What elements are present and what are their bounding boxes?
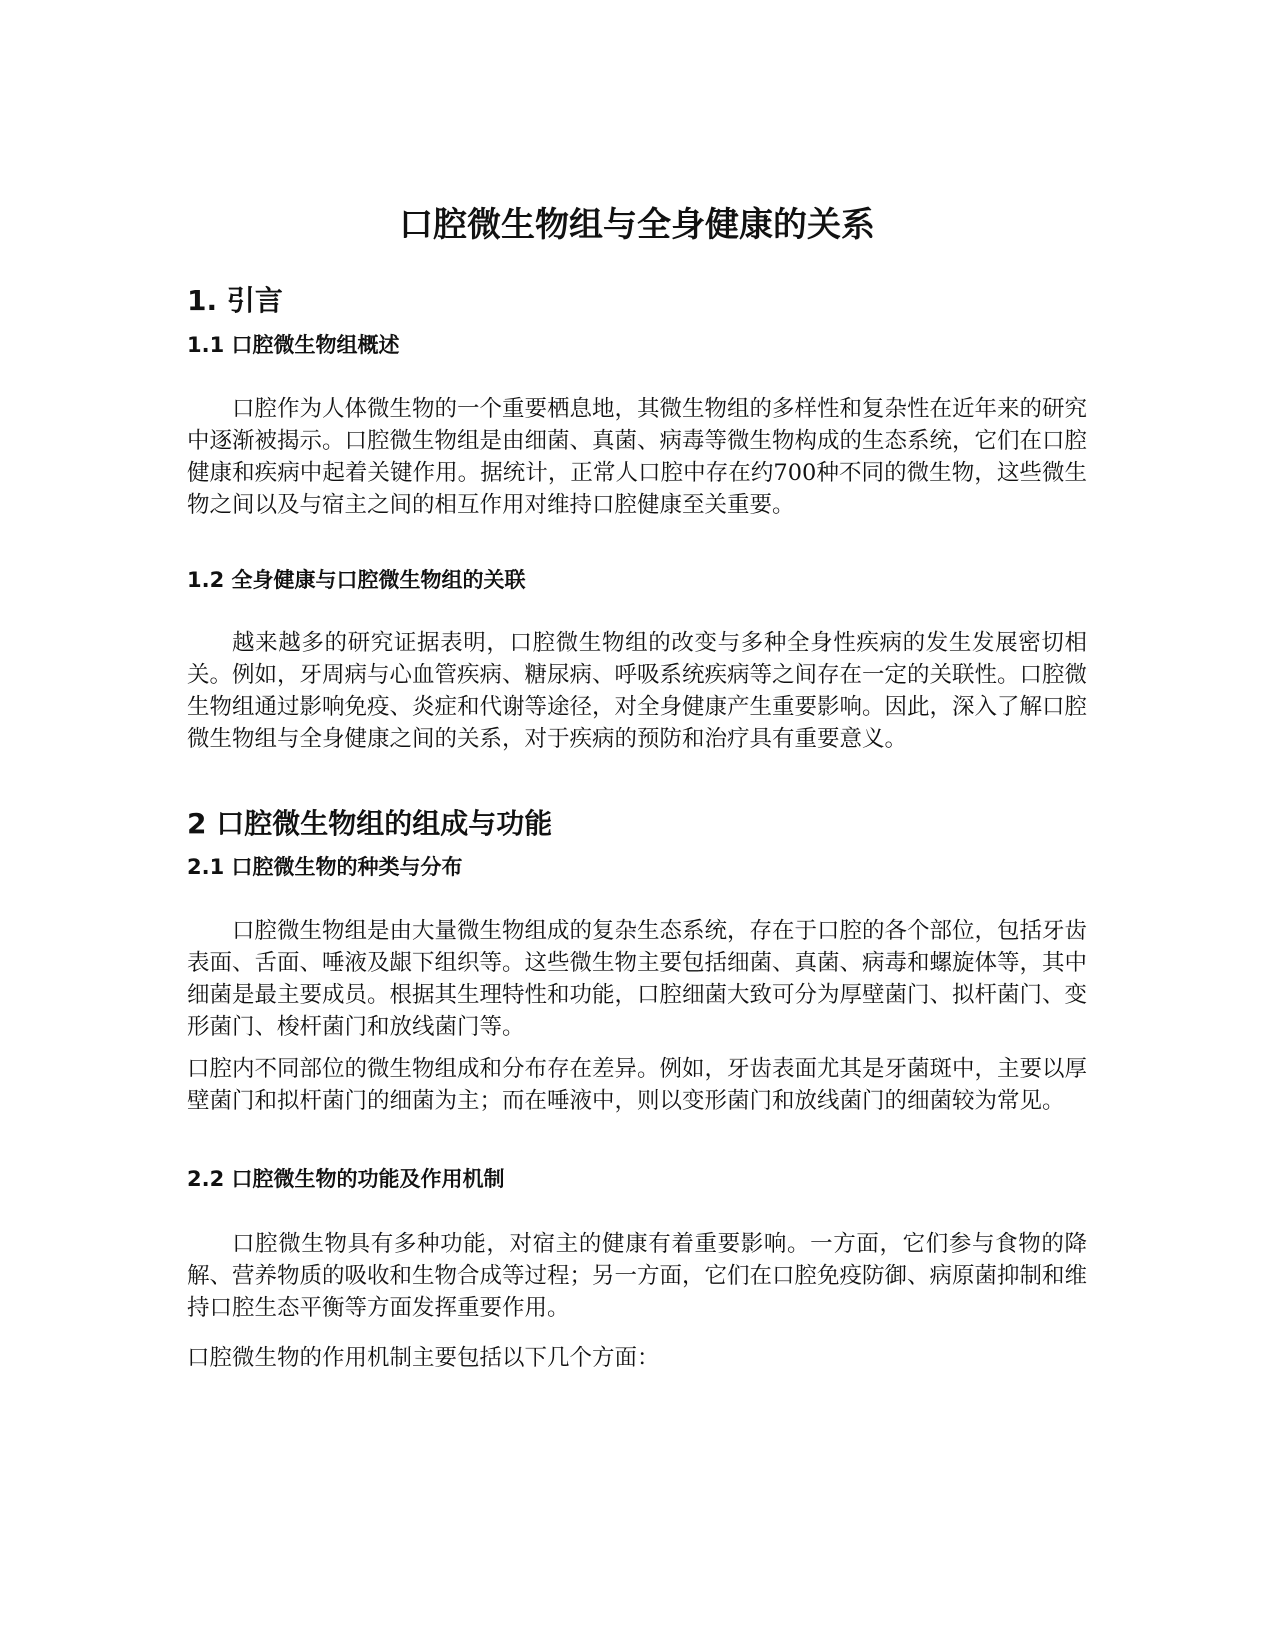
subsection-heading-2-1: 2.1 口腔微生物的种类与分布 [187, 855, 463, 879]
paragraph-2-1-1: 口腔微生物组是由大量微生物组成的复杂生态系统，存在于口腔的各个部位，包括牙齿表面、舌面、唾液及龈下组织等。这些微生物主要包括细菌、真菌、病毒和螺旋体等，其中细菌是最主要成员。根据其生理特性和功能，口腔细菌大致可分为厚壁菌门、拟杆菌门、变形菌门、梭杆菌门和放线菌门等。 [187, 918, 1088, 1040]
paragraph-2-1-2: 口腔内不同部位的微生物组成和分布存在差异。例如，牙齿表面尤其是牙菌斑中，主要以厚壁菌门和拟杆菌门的细菌为主；而在唾液中，则以变形菌门和放线菌门的细菌较为常见。 [187, 1056, 1088, 1114]
section-heading-2: 2 口腔微生物组的组成与功能 [187, 807, 553, 840]
paragraph-2-2-1: 口腔微生物具有多种功能，对宿主的健康有着重要影响。一方面，它们参与食物的降解、营养物质的吸收和生物合成等过程；另一方面，它们在口腔免疫防御、病原菌抑制和维持口腔生态平衡等方面发挥重要作用。 [187, 1231, 1088, 1321]
paragraph-1-1-1: 口腔作为人体微生物的一个重要栖息地，其微生物组的多样性和复杂性在近年来的研究中逐渐被揭示。口腔微生物组是由细菌、真菌、病毒等微生物构成的生态系统，它们在口腔健康和疾病中起着关键作用。据统计，正常人口腔中存在约700种不同的微生物，这些微生物之间以及与宿主之间的相互作用对维持口腔健康至关重要。 [187, 396, 1088, 518]
document-title: 口腔微生物组与全身健康的关系 [399, 205, 875, 245]
subsection-heading-1-2: 1.2 全身健康与口腔微生物组的关联 [187, 568, 526, 592]
paragraph-1-2-1: 越来越多的研究证据表明，口腔微生物组的改变与多种全身性疾病的发生发展密切相关。例如，牙周病与心血管疾病、糖尿病、呼吸系统疾病等之间存在一定的关联性。口腔微生物组通过影响免疫、炎症和代谢等途径，对全身健康产生重要影响。因此，深入了解口腔微生物组与全身健康之间的关系，对于疾病的预防和治疗具有重要意义。 [187, 630, 1088, 752]
section-heading-1: 1. 引言 [187, 284, 283, 317]
paragraph-2-2-2: 口腔微生物的作用机制主要包括以下几个方面： [187, 1345, 660, 1371]
subsection-heading-2-2: 2.2 口腔微生物的功能及作用机制 [187, 1167, 505, 1191]
document-page [187, 0, 1087, 1650]
subsection-heading-1-1: 1.1 口腔微生物组概述 [187, 333, 400, 357]
